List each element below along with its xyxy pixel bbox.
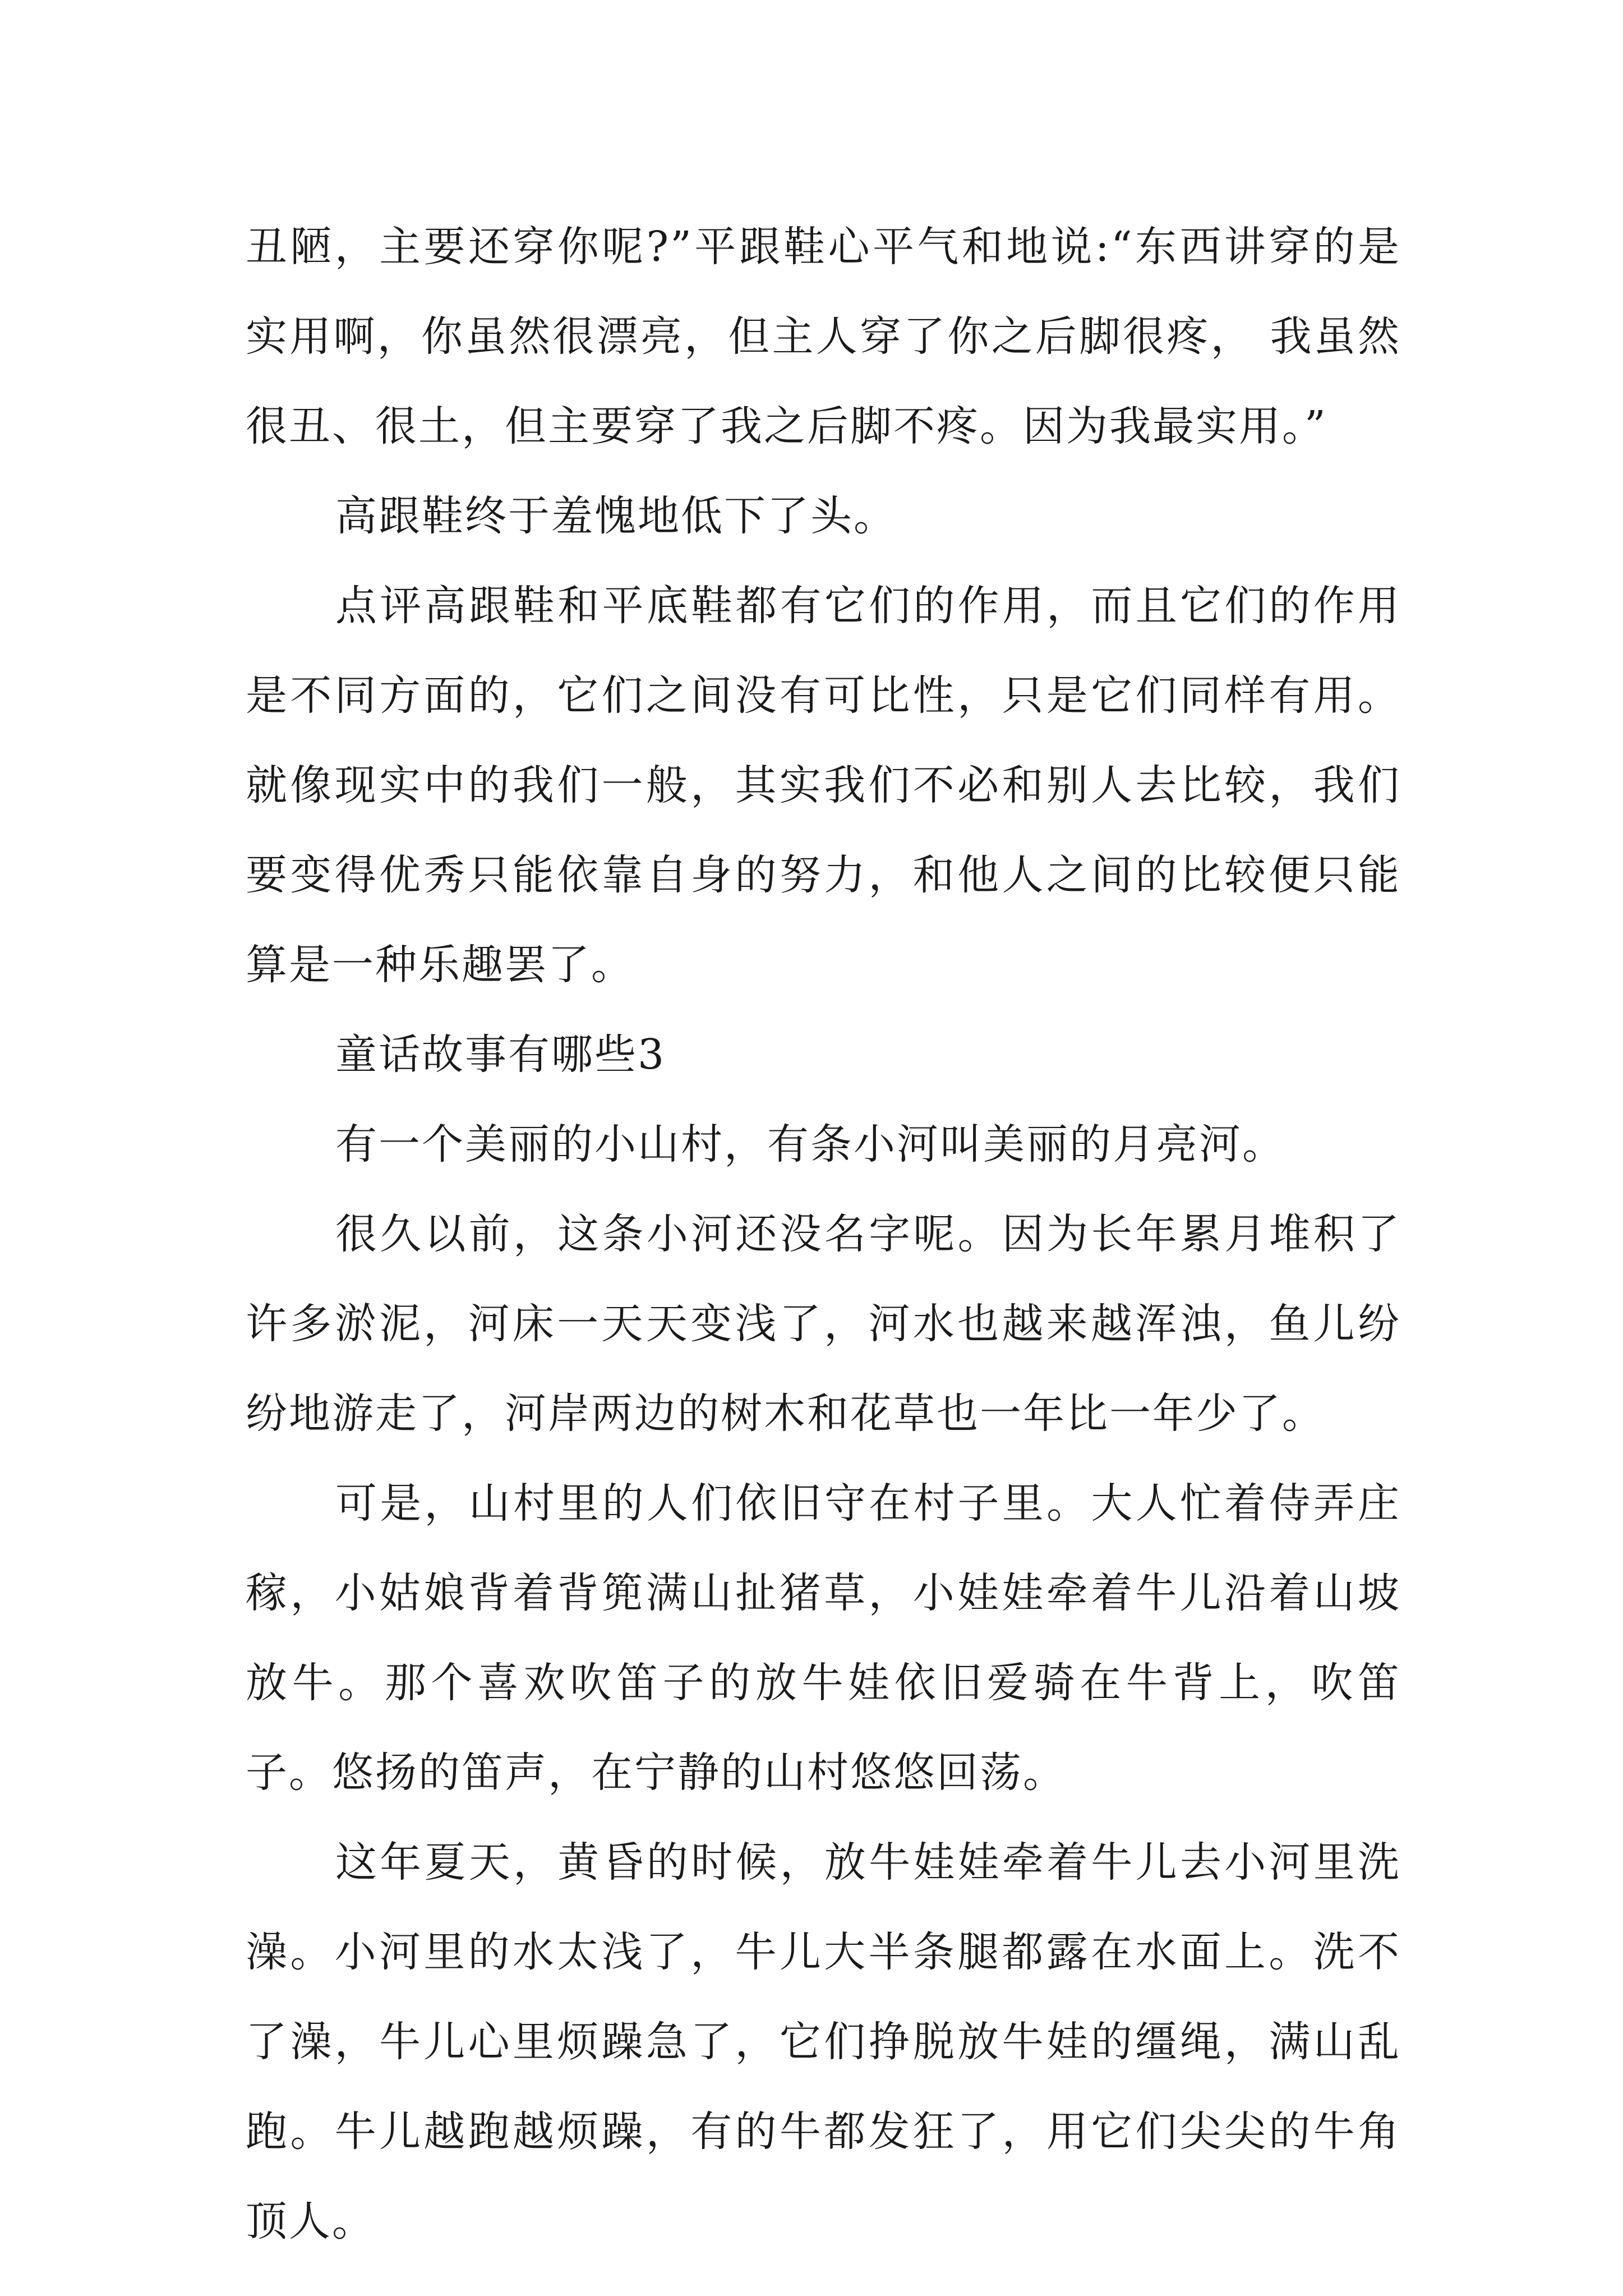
paragraph: 可是，山村里的人们依旧守在村子里。大人忙着侍弄庄稼，小姑娘背着背篼满山扯猪草，小娃娃牵着牛儿沿着山坡放牛。那个喜欢吹笛子的放牛娃依旧爱骑在牛背上，吹笛子。悠扬的笛声，在宁静的山村悠悠回荡。 <box>246 1479 1401 1797</box>
section-heading: 童话故事有哪些3 <box>335 1030 666 1079</box>
paragraph: 高跟鞋终于羞愧地低下了头。 <box>335 492 897 540</box>
paragraph: 点评高跟鞋和平底鞋都有它们的作用，而且它们的作用是不同方面的，它们之间没有可比性，只是它们同样有用。就像现实中的我们一般，其实我们不必和别人去比较，我们要变得优秀只能依靠自身的努力，和他人之间的比较便只能算是一种乐趣罢了。 <box>246 582 1401 989</box>
paragraph: 很久以前，这条小河还没名字呢。因为长年累月堆积了许多淤泥，河床一天天变浅了，河水也越来越浑浊，鱼儿纷纷地游走了，河岸两边的树木和花草也一年比一年少了。 <box>246 1210 1401 1438</box>
paragraph: 丑陋，主要还穿你呢?”平跟鞋心平气和地说:“东西讲穿的是实用啊，你虽然很漂亮，但主人穿了你之后脚很疼， 我虽然很丑、很土，但主要穿了我之后脚不疼。因为我最实用。” <box>246 223 1401 450</box>
body-text <box>246 202 1401 2266</box>
paragraph: 这年夏天，黄昏的时候，放牛娃娃牵着牛儿去小河里洗澡。小河里的水太浅了，牛儿大半条腿都露在水面上。洗不了澡，牛儿心里烦躁急了，它们挣脱放牛娃的缰绳，满山乱跑。牛儿越跑越烦躁，有的牛都发狂了，用它们尖尖的牛角顶人。 <box>246 1838 1401 2246</box>
paragraph: 有一个美丽的小山村，有条小河叫美丽的月亮河。 <box>335 1120 1285 1168</box>
